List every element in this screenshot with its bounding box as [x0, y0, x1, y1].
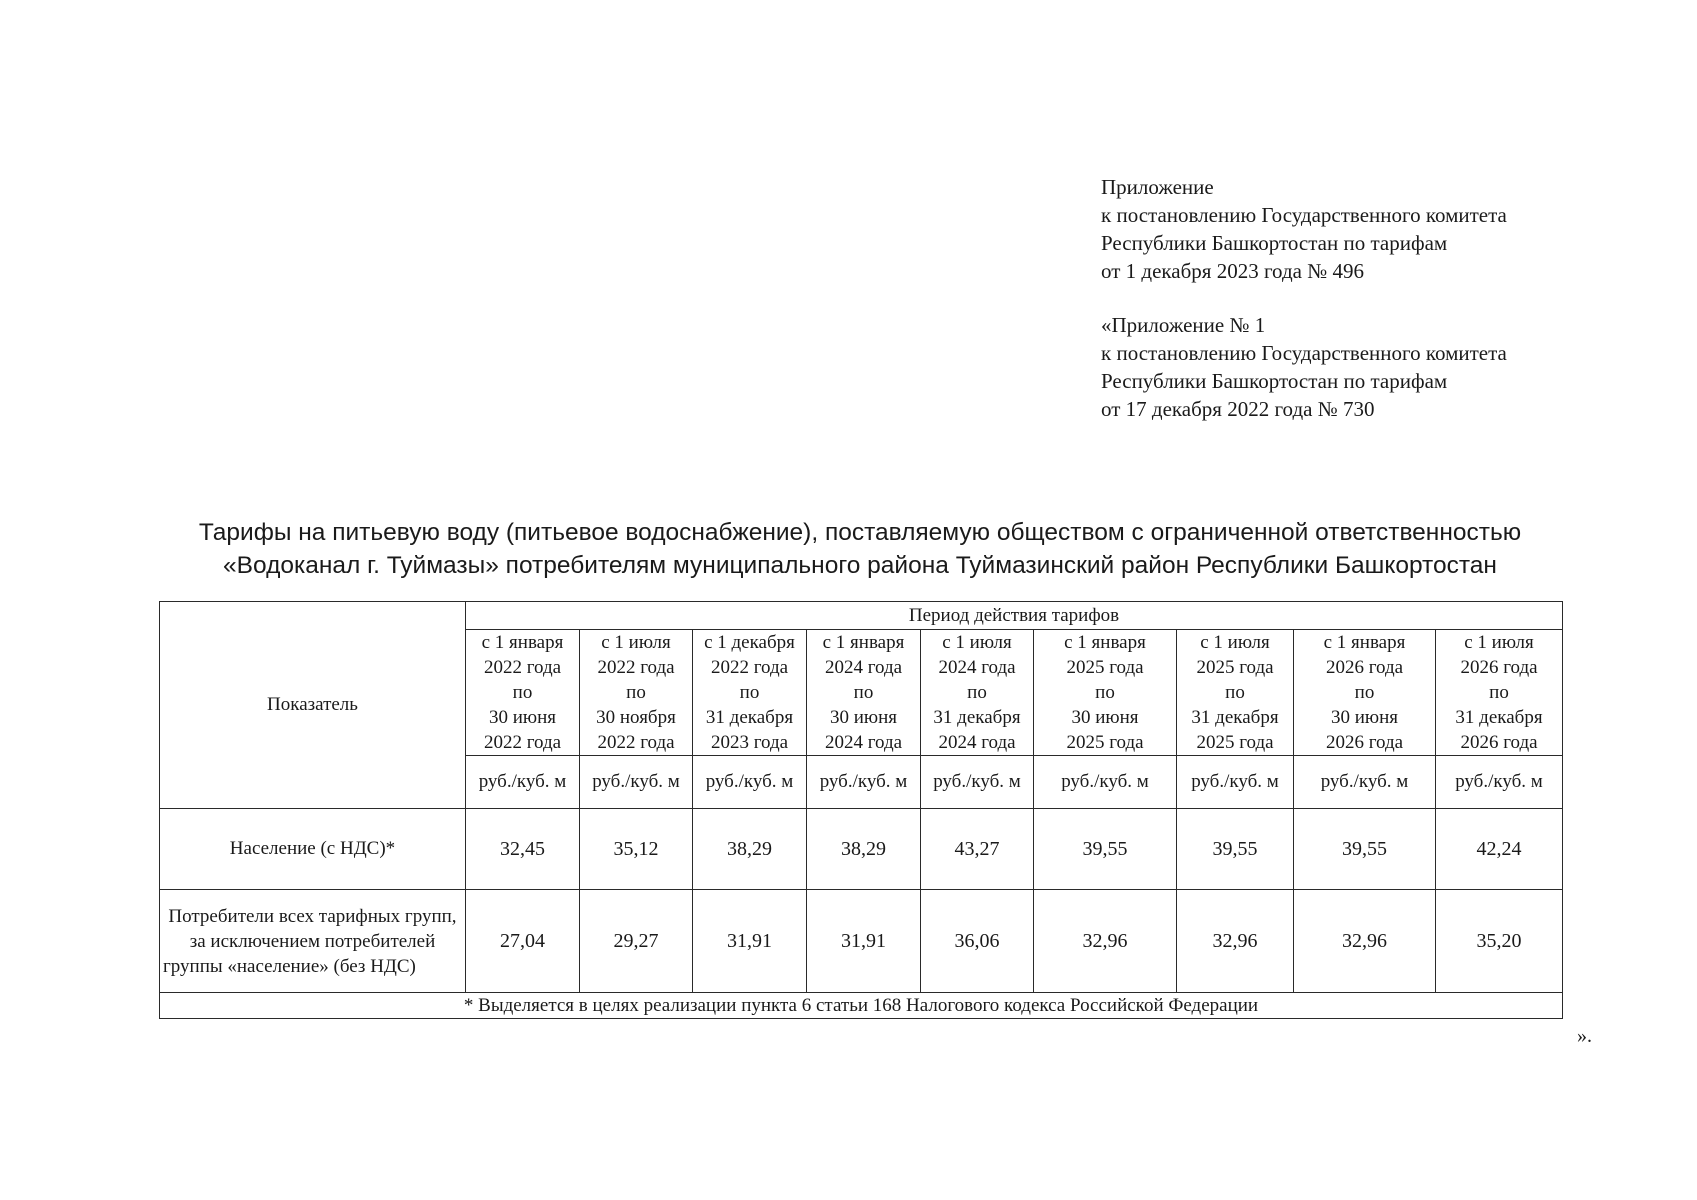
quoted-appendix-reference	[1101, 311, 1507, 423]
period-line: 2022 года	[597, 732, 675, 753]
appendix-reference	[1101, 173, 1507, 285]
unit-cell: руб./куб. м	[580, 756, 693, 809]
period-line: с 1 июля	[601, 632, 671, 653]
period-line: 2025 года	[1066, 657, 1144, 678]
period-line: с 1 июля	[942, 632, 1012, 653]
tariff-table	[159, 601, 1563, 1019]
row-label: Потребители всех тарифных групп, за исключением потребителей группы «население» (без НДС)	[160, 890, 466, 993]
tariff-value: 35,12	[580, 809, 693, 890]
tariff-value: 39,55	[1294, 809, 1436, 890]
period-line: с 1 января	[1064, 632, 1146, 653]
unit-cell: руб./куб. м	[1034, 756, 1177, 809]
quoted-appendix-line: от 17 декабря 2022 года № 730	[1101, 397, 1375, 421]
period-line: по	[1225, 682, 1245, 703]
period-line: 2022 года	[597, 657, 675, 678]
period-line: по	[1489, 682, 1509, 703]
tariff-value: 32,96	[1034, 890, 1177, 993]
period-line: 31 декабря	[1191, 707, 1279, 728]
period-line: 2025 года	[1196, 657, 1274, 678]
period-line: 2026 года	[1460, 732, 1538, 753]
period-column-header	[466, 630, 580, 756]
quoted-appendix-line: «Приложение № 1	[1101, 313, 1266, 337]
period-column-header	[1436, 630, 1563, 756]
period-line: по	[1354, 682, 1375, 703]
tariff-value: 39,55	[1034, 809, 1177, 890]
tariff-value: 32,45	[466, 809, 580, 890]
footnote: * Выделяется в целях реализации пункта 6 статьи 168 Налогового кодекса Российской Федерации	[160, 993, 1563, 1019]
period-line: 2026 года	[1325, 657, 1404, 678]
period-line: 2026 года	[1460, 657, 1538, 678]
row-label: Население (с НДС)*	[160, 809, 466, 890]
appendix-line: от 1 декабря 2023 года № 496	[1101, 259, 1364, 283]
period-line: 2026 года	[1325, 732, 1404, 753]
period-line: 2023 года	[710, 732, 789, 753]
period-column-header	[1034, 630, 1177, 756]
title-line: Тарифы на питьевую воду (питьевое водоснабжение), поставляемую обществом с ограниченной ответственностью	[198, 519, 1522, 546]
footnote-row	[160, 993, 1563, 1019]
unit-cell: руб./куб. м	[466, 756, 580, 809]
period-line: по	[512, 682, 533, 703]
period-line: 2022 года	[710, 657, 789, 678]
period-column-header	[1294, 630, 1436, 756]
quoted-appendix-line: к постановлению Государственного комитета	[1101, 341, 1507, 365]
tariff-value: 39,55	[1177, 809, 1294, 890]
period-line: с 1 января	[481, 632, 564, 653]
unit-cell: руб./куб. м	[1177, 756, 1294, 809]
period-line: 30 июня	[1330, 707, 1399, 728]
tariff-value: 38,29	[807, 809, 921, 890]
unit-cell: руб./куб. м	[693, 756, 807, 809]
quoted-appendix-line: Республики Башкортостан по тарифам	[1101, 369, 1448, 393]
indicator-header: Показатель	[160, 602, 466, 809]
period-line: 2024 года	[824, 657, 903, 678]
period-line: 30 июня	[1071, 707, 1139, 728]
period-line: по	[853, 682, 874, 703]
period-column-header	[693, 630, 807, 756]
period-column-header	[921, 630, 1034, 756]
tariff-value: 32,96	[1294, 890, 1436, 993]
tariff-value: 27,04	[466, 890, 580, 993]
period-line: по	[739, 682, 760, 703]
period-line: с 1 декабря	[704, 632, 795, 653]
unit-cell: руб./куб. м	[921, 756, 1034, 809]
period-line: 2025 года	[1066, 732, 1144, 753]
tariff-value: 31,91	[693, 890, 807, 993]
appendix-line: Приложение	[1101, 175, 1214, 199]
appendix-line: к постановлению Государственного комитета	[1101, 203, 1507, 227]
period-column-header	[807, 630, 921, 756]
tariff-value: 31,91	[807, 890, 921, 993]
period-line: 30 июня	[488, 707, 557, 728]
period-line: 2024 года	[938, 657, 1016, 678]
tariff-value: 32,96	[1177, 890, 1294, 993]
period-line: по	[1095, 682, 1115, 703]
unit-cell: руб./куб. м	[1294, 756, 1436, 809]
table-row	[160, 890, 1563, 993]
period-line: 30 ноября	[596, 707, 676, 728]
unit-cell: руб./куб. м	[1436, 756, 1563, 809]
appendix-header	[1101, 173, 1507, 423]
period-line: 31 декабря	[1455, 707, 1543, 728]
period-line: 30 июня	[829, 707, 898, 728]
title-line: «Водоканал г. Туймазы» потребителям муниципального района Туймазинский район Республики Башкортостан	[223, 552, 1497, 579]
tariff-value: 38,29	[693, 809, 807, 890]
tariff-value: 35,20	[1436, 890, 1563, 993]
appendix-line: Республики Башкортостан по тарифам	[1101, 231, 1448, 255]
period-header: Период действия тарифов	[466, 602, 1563, 630]
period-line: с 1 июля	[1200, 632, 1270, 653]
period-column-header	[1177, 630, 1294, 756]
tariff-value: 29,27	[580, 890, 693, 993]
tariff-value: 36,06	[921, 890, 1034, 993]
period-line: 2022 года	[483, 732, 562, 753]
period-line: 2024 года	[824, 732, 903, 753]
table-row	[160, 809, 1563, 890]
period-line: 2024 года	[938, 732, 1016, 753]
period-line: по	[626, 682, 646, 703]
document-title	[120, 516, 1600, 582]
period-line: 31 декабря	[705, 707, 794, 728]
period-line: 2022 года	[483, 657, 562, 678]
period-line: с 1 января	[822, 632, 905, 653]
tariff-value: 42,24	[1436, 809, 1563, 890]
period-line: 2025 года	[1196, 732, 1274, 753]
period-line: с 1 января	[1323, 632, 1406, 653]
period-line: 31 декабря	[933, 707, 1021, 728]
tariff-value: 43,27	[921, 809, 1034, 890]
period-line: с 1 июля	[1464, 632, 1534, 653]
period-line: по	[967, 682, 987, 703]
unit-cell: руб./куб. м	[807, 756, 921, 809]
period-column-header	[580, 630, 693, 756]
closing-quote-mark: ».	[1577, 1025, 1592, 1047]
